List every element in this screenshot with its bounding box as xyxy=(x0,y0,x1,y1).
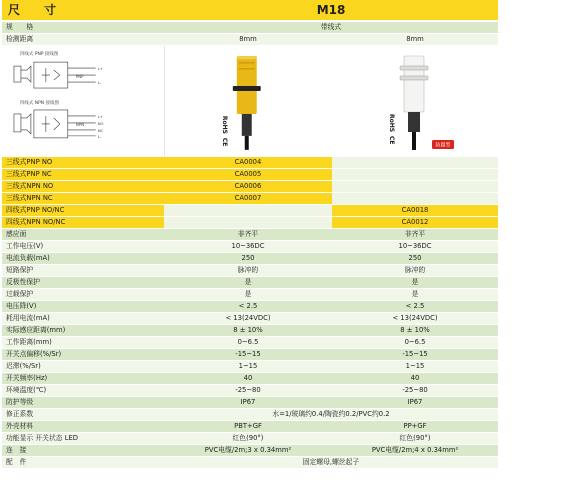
row-value-col2: 脉冲的 xyxy=(332,265,498,277)
spec-row xyxy=(2,241,498,253)
spec-row xyxy=(2,265,498,277)
row-label: 迟滞(%/Sr) xyxy=(2,361,164,373)
row-value-col1: -25~80 xyxy=(164,385,332,397)
row-value-col2: 是 xyxy=(332,277,498,289)
row-label: 外壳材料 xyxy=(2,421,164,433)
row-label: 四线式NPN NO/NC xyxy=(2,217,164,229)
pnp-l-plus: L+ xyxy=(97,66,103,72)
row-value-col1: 是 xyxy=(164,289,332,301)
row-value-col1: 是 xyxy=(164,277,332,289)
npn-tag: NPN xyxy=(75,121,85,127)
row-label: 实际感应距离(mm) xyxy=(2,325,164,337)
sensor-white-cell xyxy=(332,46,498,157)
ce-mark: CE xyxy=(388,136,396,145)
row-label: 三线式NPN NC xyxy=(2,193,164,205)
row-value-col1 xyxy=(164,217,332,229)
size-label: 尺 寸 xyxy=(2,0,164,21)
ce-mark: CE xyxy=(220,137,228,147)
model-title: M18 xyxy=(164,0,498,21)
yellow-sensor-body xyxy=(232,56,260,150)
wiring-diagram xyxy=(2,46,164,152)
row-value-col1: PVC电缆/2m;3 x 0.34mm² xyxy=(164,445,332,457)
sensor-white-image xyxy=(332,46,498,152)
row-value-col2: PP+GF xyxy=(332,421,498,433)
row-value-col1: 8 ± 10% xyxy=(164,325,332,337)
row-value-col2: CA0012 xyxy=(332,217,498,229)
npn-diagram-title: 四线式 NPN 接线图 xyxy=(19,100,59,106)
row-value-col1: PBT+GF xyxy=(164,421,332,433)
row-label: 三线式PNP NO xyxy=(2,157,164,169)
order-code-row xyxy=(2,217,498,229)
row-value-col1 xyxy=(164,205,332,217)
row-value-col1: 0~6.5 xyxy=(164,337,332,349)
row-label: 耗用电流(mA) xyxy=(2,313,164,325)
spec-row xyxy=(2,277,498,289)
row-label: 感应面 xyxy=(2,229,164,241)
rohs-mark: RoHS xyxy=(388,114,396,133)
row-value-col1: 250 xyxy=(164,253,332,265)
row-value-col2: 8 ± 10% xyxy=(332,325,498,337)
spec-row xyxy=(2,445,498,457)
row-value-col2: -25~80 xyxy=(332,385,498,397)
row-label: 开关频率(Hz) xyxy=(2,373,164,385)
row-label: 工作距离(mm) xyxy=(2,337,164,349)
spec-row xyxy=(2,397,498,409)
spec-row xyxy=(2,385,498,397)
row-value-col1: < 2.5 xyxy=(164,301,332,313)
spec-row xyxy=(2,421,498,433)
npn-l-minus: L- xyxy=(97,133,102,139)
npn-l-plus: L+ xyxy=(97,113,103,119)
row-value-col2: 10~36DC xyxy=(332,241,498,253)
white-sensor-body xyxy=(400,56,428,150)
order-code-row xyxy=(2,193,498,205)
row-label: 环境温度(℃) xyxy=(2,385,164,397)
row-value-col2: < 13(24VDC) xyxy=(332,313,498,325)
pnp-tag: PNP xyxy=(75,74,84,80)
row-value-col1: 8mm xyxy=(164,34,332,46)
row-value-col2: < 2.5 xyxy=(332,301,498,313)
row-label: 工作电压(V) xyxy=(2,241,164,253)
row-value-col2: 是 xyxy=(332,289,498,301)
row-value: 水=1/玻璃约0.4/陶瓷约0.2/PVC约0.2 xyxy=(164,409,498,421)
row-value-col1: 10~36DC xyxy=(164,241,332,253)
pnp-diagram-title: 四线式 PNP 接线图 xyxy=(19,52,59,58)
row-label: 电压降(V) xyxy=(2,301,164,313)
row-value-col1: 1~15 xyxy=(164,361,332,373)
row-label: 过载保护 xyxy=(2,289,164,301)
image-row xyxy=(2,46,498,157)
row-label: 规 格 xyxy=(2,21,164,34)
spec-row xyxy=(2,433,498,445)
row-value-col1: 非齐平 xyxy=(164,229,332,241)
row-value-col1: IP67 xyxy=(164,397,332,409)
spec-row xyxy=(2,289,498,301)
row-label: 四线式PNP NO/NC xyxy=(2,205,164,217)
row-label: 三线式NPN NO xyxy=(2,181,164,193)
row-label: 反极性保护 xyxy=(2,277,164,289)
row-value-col1: < 13(24VDC) xyxy=(164,313,332,325)
spec-row xyxy=(2,409,498,421)
row-label: 三线式PNP NC xyxy=(2,169,164,181)
row-value-col1: 红色(90°) xyxy=(164,433,332,445)
row-label: 功能显示 开关状态 LED xyxy=(2,433,164,445)
row-value-col2: IP67 xyxy=(332,397,498,409)
spec-row xyxy=(2,349,498,361)
spec-row xyxy=(2,457,498,469)
row-value-col2: -15~15 xyxy=(332,349,498,361)
row-value-col2: 40 xyxy=(332,373,498,385)
row-label: 开关点偏移(%/Sr) xyxy=(2,349,164,361)
anticorrosion-badge: 防腐型 xyxy=(435,142,451,149)
row-label: 检测距离 xyxy=(2,34,164,46)
row-value-col2 xyxy=(332,157,498,169)
order-code-row xyxy=(2,169,498,181)
spec-row xyxy=(2,361,498,373)
row-value-col1: CA0005 xyxy=(164,169,332,181)
sensor-yellow-image xyxy=(165,46,333,152)
spec-row-type xyxy=(2,21,498,34)
row-value-col1: 40 xyxy=(164,373,332,385)
row-label: 防护等级 xyxy=(2,397,164,409)
row-value-col2: 250 xyxy=(332,253,498,265)
row-value-col2 xyxy=(332,181,498,193)
row-value-col1: CA0007 xyxy=(164,193,332,205)
npn-out-no: NO xyxy=(97,120,104,126)
row-value-col1: CA0004 xyxy=(164,157,332,169)
spec-row xyxy=(2,253,498,265)
row-label: 连 接 xyxy=(2,445,164,457)
row-value-col2: 0~6.5 xyxy=(332,337,498,349)
spec-row xyxy=(2,301,498,313)
spec-row-distance xyxy=(2,34,498,46)
row-value-col2: 非齐平 xyxy=(332,229,498,241)
row-value-col2: 1~15 xyxy=(332,361,498,373)
row-value-col2 xyxy=(332,169,498,181)
spec-row xyxy=(2,229,498,241)
order-code-row xyxy=(2,181,498,193)
row-value-col1: 脉冲的 xyxy=(164,265,332,277)
header-row xyxy=(2,0,498,21)
wiring-diagram-cell xyxy=(2,46,164,157)
row-label: 短路保护 xyxy=(2,265,164,277)
spec-row xyxy=(2,313,498,325)
npn-out-nc: NC xyxy=(97,127,104,133)
row-label: 配 件 xyxy=(2,457,164,469)
row-value-col2: CA0018 xyxy=(332,205,498,217)
pnp-l-minus: L- xyxy=(97,80,102,86)
row-label: 修正系数 xyxy=(2,409,164,421)
row-value-col1: CA0006 xyxy=(164,181,332,193)
row-value-col2: PVC电缆/2m;4 x 0.34mm² xyxy=(332,445,498,457)
order-code-row xyxy=(2,205,498,217)
spec-row xyxy=(2,373,498,385)
row-value-col2: 红色(90°) xyxy=(332,433,498,445)
row-value-col2 xyxy=(332,193,498,205)
row-value-col1: -15~15 xyxy=(164,349,332,361)
row-value: 固定螺母,螺丝起子 xyxy=(164,457,498,469)
spec-table xyxy=(2,0,498,469)
spec-sheet xyxy=(2,0,498,469)
spec-row xyxy=(2,337,498,349)
order-code-row xyxy=(2,157,498,169)
spec-row xyxy=(2,325,498,337)
row-value-col2: 8mm xyxy=(332,34,498,46)
sensor-yellow-cell xyxy=(164,46,332,157)
rohs-mark: RoHS xyxy=(220,115,228,134)
row-label: 电流负载(mA) xyxy=(2,253,164,265)
row-value: 带线式 xyxy=(164,21,498,34)
